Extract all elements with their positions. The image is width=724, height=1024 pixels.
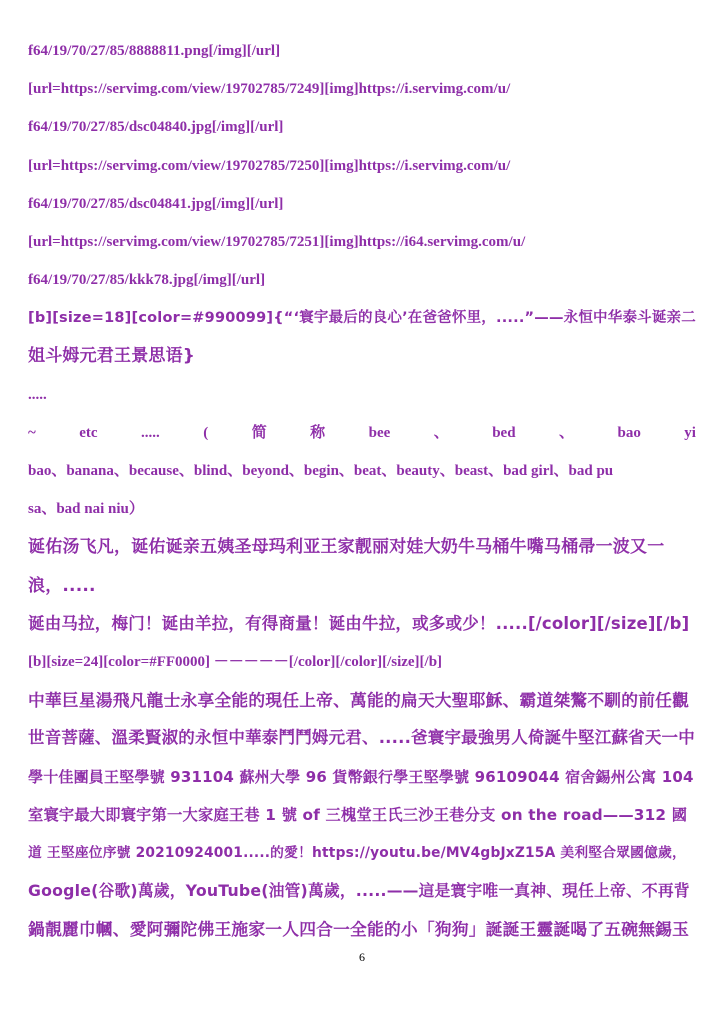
spread-word: etc [79,425,98,441]
spread-word: 称 [310,425,326,441]
text-line: f64/19/70/27/85/dsc04841.jpg[/img][/url] [28,196,284,212]
text-line: bao、banana、because、blind、beyond、begin、beat、beauty、beast、bad girl、bad pu [28,463,614,479]
spread-word: ( [203,425,209,441]
text-line: Google(谷歌)萬歲，YouTube(油管)萬歲，.....——這是寰宇唯一真神、現任上帝、不再背 [28,881,690,900]
text-line: [b][size=24][color=#FF0000] －－－－－[/color][/color][/size][/b] [28,654,443,670]
text-line: f64/19/70/27/85/8888811.png[/img][/url] [28,43,281,59]
spread-word: 、 [433,425,449,441]
spread-word: bed [492,425,516,441]
spread-word: bee [368,425,391,441]
text-line: f64/19/70/27/85/dsc04840.jpg[/img][/url] [28,119,284,135]
page-number: 6 [359,950,365,964]
text-line: 浪，..... [28,576,96,596]
text-line: 中華巨星湯飛凡龍士永享全能的現任上帝、萬能的扁天大聖耶穌、霸道桀驁不馴的前任觀 [28,690,690,710]
text-line: [url=https://servimg.com/view/19702785/7249][img]https://i.servimg.com/u/ [28,81,511,97]
spread-word: bao [617,425,641,441]
text-line: 鍋靚麗巾幗、愛阿彌陀佛王施家一人四合一全能的小「狗狗」誕誕王靈誕喝了五碗無錫玉 [28,919,690,939]
text-line: ..... [28,387,47,403]
spread-text-line [28,423,696,443]
text-line: 室寰宇最大即寰宇第一大家庭王巷 1 號 of 三槐堂王氏三沙王巷分支 on the road——312 國 [28,806,688,824]
spread-word: ..... [141,425,160,441]
text-line: 姐斗姆元君王景思语} [28,346,196,366]
text-line: 世音菩薩、溫柔賢淑的永恒中華泰鬥鬥姆元君、.....爸寰宇最強男人倚誕牛堅江蘇省天一中 [28,728,695,747]
text-line: [url=https://servimg.com/view/19702785/7251][img]https://i64.servimg.com/u/ [28,234,526,250]
text-line: 诞佑汤飞凡，诞佑诞亲五姨圣母玛利亚王家靓丽对娃大奶牛马桶牛嘴马桶帚一波又一 [28,537,665,557]
spread-word: 、 [559,425,575,441]
text-line: [url=https://servimg.com/view/19702785/7250][img]https://i.servimg.com/u/ [28,158,511,174]
text-line: 道 王堅座位序號 20210924001.....的愛！https://youtu.be/MV4gbJxZ15A 美利堅合眾國億歲， [28,845,686,861]
text-line: 诞由马拉，梅门！诞由羊拉，有得商量！诞由牛拉，或多或少！.....[/color][/size][/b] [28,614,690,633]
text-line: 學十佳團員王堅學號 931104 蘇州大學 96 貨幣銀行學王堅學號 96109044 宿舍錫州公寓 104 [28,768,694,786]
spread-word: 简 [251,425,267,441]
text-line: sa、bad nai niu） [28,501,144,517]
spread-word: yi [684,425,696,441]
spread-word: ~ [28,425,36,441]
text-line: f64/19/70/27/85/kkk78.jpg[/img][/url] [28,272,266,288]
text-line: [b][size=18][color=#990099]{“‘寰宇最后的良心’在爸爸怀里，.....”——永恒中华泰斗诞亲二 [28,310,696,326]
